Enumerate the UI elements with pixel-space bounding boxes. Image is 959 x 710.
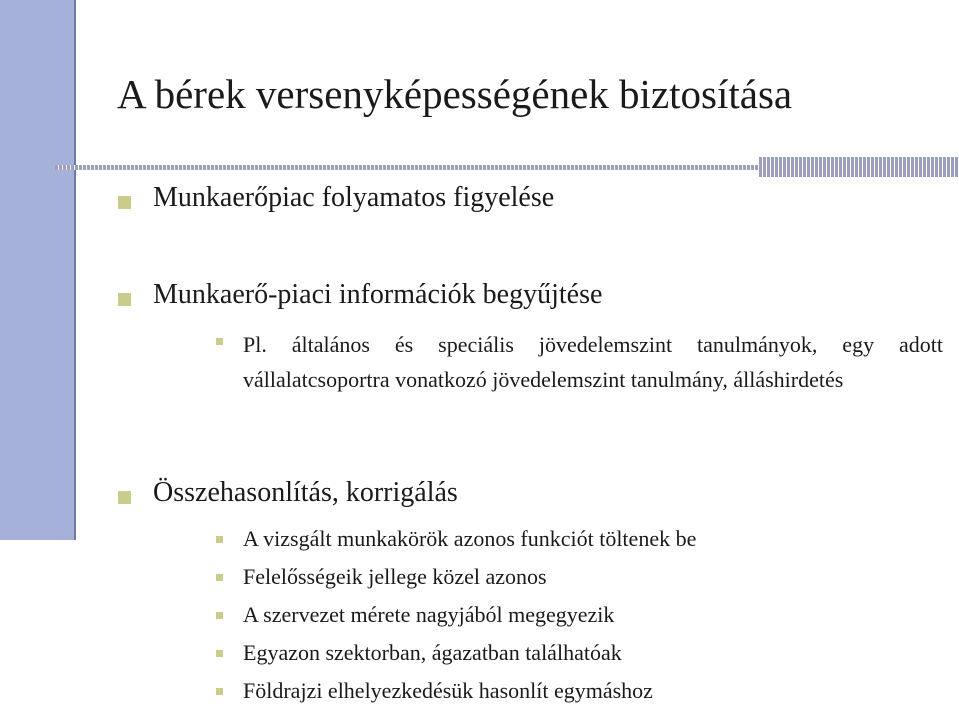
sub-bullet-item: Földrajzi elhelyezkedésük hasonlít egymáshoz: [243, 678, 653, 703]
sub-bullet-item: A szervezet mérete nagyjából megegyezik: [243, 602, 615, 627]
title-divider: [55, 165, 759, 170]
sub-bullet-square-icon: [216, 688, 223, 695]
bullet-item: Munkaerő-piaci információk begyűjtése: [153, 279, 603, 310]
left-accent-bar-edge: [74, 0, 76, 540]
slide-title: A bérek versenyképességének biztosítása: [117, 71, 793, 117]
sub-bullet-square-icon: [216, 612, 223, 619]
sub-bullet-item: A vizsgált munkakörök azonos funkciót töltenek be: [243, 526, 697, 551]
sub-bullet-square-icon: [216, 574, 223, 581]
sub-bullet-item: Pl. általános és speciális jövedelemszint tanulmányok, egy adott vállalatcsoportra vonatkozó jövedelemszint tanulmány, álláshirdetés: [243, 332, 943, 392]
left-accent-bar: [0, 0, 74, 540]
sub-bullet-square-icon: [216, 338, 223, 345]
sub-bullet-item: Felelősségeik jellege közel azonos: [243, 564, 547, 589]
sub-bullet-item: Egyazon szektorban, ágazatban találhatóak: [243, 640, 622, 665]
bullet-item: Munkaerőpiac folyamatos figyelése: [153, 182, 555, 213]
bullet-item: Összehasonlítás, korrigálás: [153, 477, 458, 508]
bullet-square-icon: [118, 196, 131, 209]
bullet-square-icon: [118, 491, 131, 504]
sub-bullet-square-icon: [216, 536, 223, 543]
title-divider-block: [759, 157, 959, 177]
bullet-square-icon: [118, 293, 131, 306]
sub-bullet-square-icon: [216, 650, 223, 657]
